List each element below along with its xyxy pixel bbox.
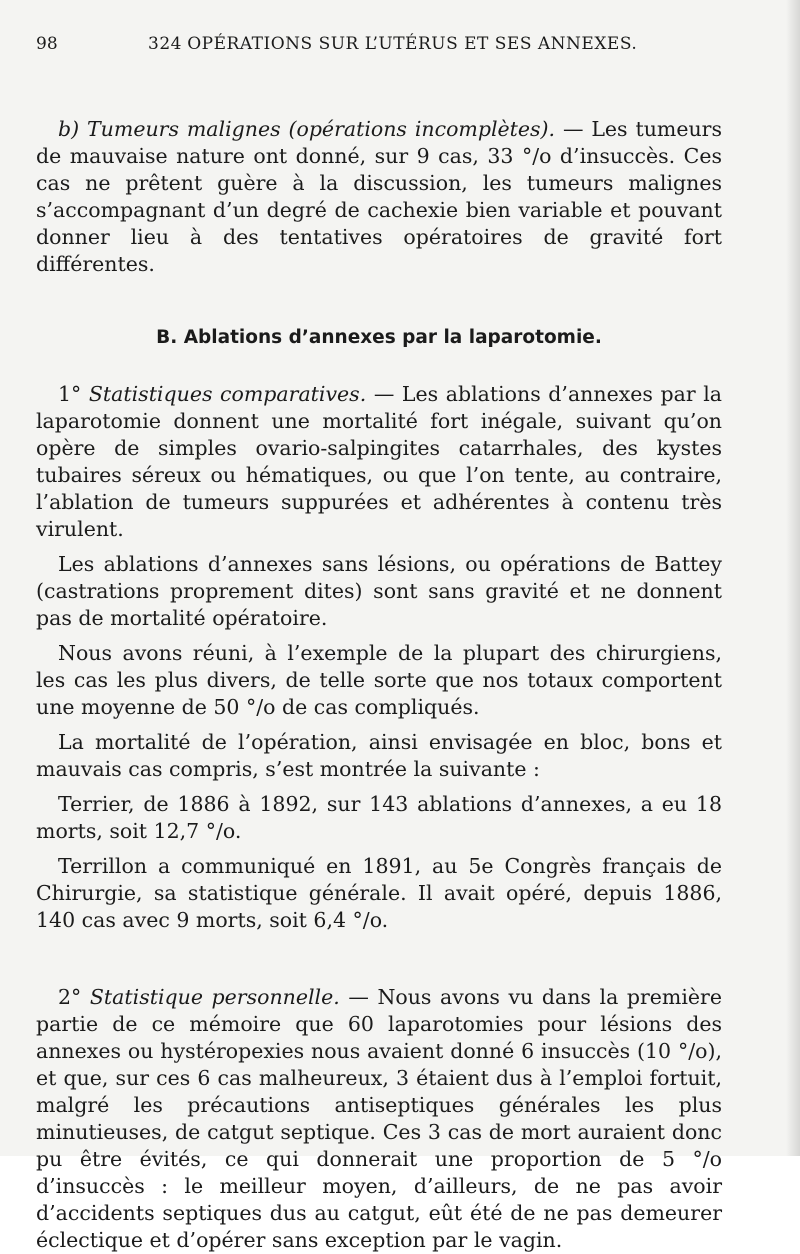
page-header: [36, 34, 722, 60]
item-lead: b): [58, 117, 87, 141]
item-lead: 1°: [58, 382, 89, 406]
paragraph-tumeurs-malignes: [36, 116, 722, 278]
paragraph-statistiques-comparatives: [36, 381, 722, 543]
paragraph-body: — Les ablations d’annexes par la laparotomie donnent une mortalité fort inégale, suivant qu’on opère de simples ovario-salpingites catarrhales, des kystes tubaires séreux ou hématiques, ou que l’on tente, au contraire, l’ablation de tumeurs suppurées et adhérentes à contenu très virulent.: [36, 382, 723, 541]
section-heading: B. Ablations d’annexes par la laparotomie.: [156, 327, 602, 348]
paragraph-title: Statistiques comparatives.: [88, 382, 367, 406]
paragraph-body: — Nous avons vu dans la première partie de ce mémoire que 60 laparotomies pour lésions des annexes ou hystéropexies nous avaient donné 6 insuccès (10 °/o), et que, sur ces 6 cas malheureux, 3 étaient dus à l’emploi fortuit, malgré les précautions antiseptiques générales les plus minutieuses, de catgut septique. Ces 3 cas de mort auraient donc pu être évités, ce qui donnerait une proportion de 5 °/o d’insuccès : le meilleur moyen, d’ailleurs, de ne pas avoir d’accidents septiques dus au catgut, eût été de ne pas demeurer éclectique et d’opérer sans exception par le vagin.: [36, 985, 722, 1252]
paragraph-statistique-personnelle: [36, 984, 722, 1254]
paragraph-mortalite: La mortalité de l’opération, ainsi envisagée en bloc, bons et mauvais cas compris, s’est montrée la suivante :: [36, 730, 722, 781]
page-edge-shadow: [786, 0, 800, 1156]
paragraph-terrier: Terrier, de 1886 à 1892, sur 143 ablations d’annexes, a eu 18 morts, soit 12,7 °/o.: [36, 792, 722, 843]
paragraph-terrillon: Terrillon a communiqué en 1891, au 5e Congrès français de Chirurgie, sa statistique générale. Il avait opéré, depuis 1886, 140 cas avec 9 morts, soit 6,4 °/o.: [36, 854, 722, 932]
running-head: [148, 34, 637, 54]
page-number: 98: [36, 34, 58, 54]
paragraph-nous-avons-reuni: Nous avons réuni, à l’exemple de la plupart des chirurgiens, les cas les plus divers, de telle sorte que nos totaux comportent une moyenne de 50 °/o de cas compliqués.: [36, 641, 722, 719]
running-head-number: 324: [148, 34, 182, 54]
paragraph-title: Tumeurs malignes (opérations incomplètes).: [87, 117, 556, 141]
item-lead: 2°: [58, 985, 90, 1009]
paragraph-body: — Les tumeurs de mauvaise nature ont donné, sur 9 cas, 33 °/o d’insuccès. Ces cas ne prêtent guère à la discussion, les tumeurs malignes s’accompagnant d’un degré de cachexie bien variable et pouvant donner lieu à des tentatives opératoires de gravité fort différentes.: [36, 117, 722, 276]
paragraph-battey: Les ablations d’annexes sans lésions, ou opérations de Battey (castrations proprement dites) sont sans gravité et ne donnent pas de mortalité opératoire.: [36, 552, 722, 630]
running-head-title: OPÉRATIONS SUR L’UTÉRUS ET SES ANNEXES.: [187, 34, 638, 54]
paragraph-title: Statistique personnelle.: [89, 985, 340, 1009]
